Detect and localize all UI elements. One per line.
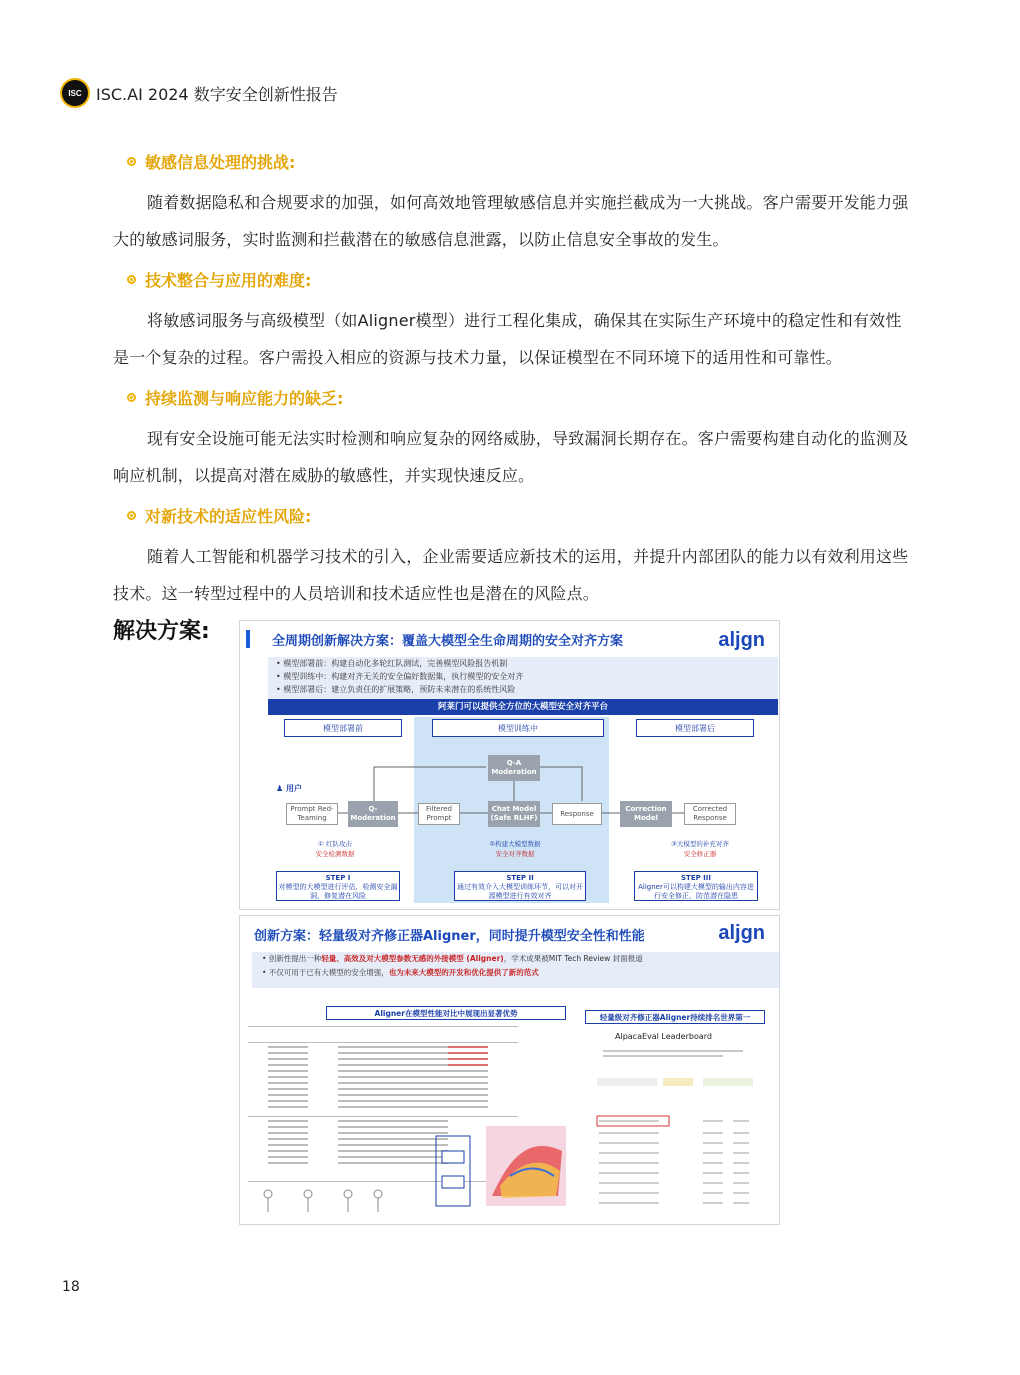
section-title: 对新技术的适应性风险: [127, 502, 909, 528]
bullet-icon [127, 275, 136, 284]
section-body: 随着数据隐私和合规要求的加强，如何高效地管理敏感信息并实施拦截成为一大挑战。客户需要开发能力强大的敏感词服务，实时监测和拦截潜在的敏感信息泄露，以防止信息安全事故的发生。 [113, 193, 909, 249]
challenges-content [113, 148, 909, 620]
note-corrector: ③大模型的补充对齐 [671, 840, 729, 848]
note-corrector-red: 安全修正器 [683, 850, 717, 858]
qa-moderation-node: Q-A Moderation [488, 755, 540, 781]
corrected-response-node: Corrected Response [684, 803, 736, 825]
platform-banner: 阿莱门可以提供全方位的大模型安全对齐平台 [268, 699, 778, 715]
aligner-slide [239, 915, 780, 1225]
section-body: 随着人工智能和机器学习技术的引入，企业需要适应新技术的运用，并提升内部团队的能力以有效利用这些技术。这一转型过程中的人员培训和技术适应性也是潜在的风险点。 [113, 547, 909, 603]
step-3: STEP III Aligner可以构建大模型的输出内容进行安全修正，防范潜在隐患 [634, 871, 758, 901]
tab-training: 模型训练中 [432, 719, 604, 737]
note-training: ②构建大模型数据 [489, 840, 541, 848]
bullet-icon [127, 393, 136, 402]
header-title: ISC.AI 2024 数字安全创新性报告 [96, 84, 338, 104]
note-training-red: 安全对齐数据 [495, 850, 535, 858]
q-moderation-node: Q-Moderation [348, 801, 398, 827]
table-title: Aligner在模型性能对比中展现出显著优势 [326, 1006, 566, 1020]
section-title: 技术整合与应用的难度: [127, 266, 909, 292]
chat-model-node: Chat Model (Safe RLHF) [488, 801, 540, 827]
leaderboard-heading: AlpacaEval Leaderboard [615, 1032, 712, 1041]
slide-bullets: • 创新性提出一种轻量、高效及对大模型参数无感的外接模型 (Aligner)，学术成果被MIT Tech Review 封面报道 • 不仅可用于已有大模型的安全增强，也为未来大模型的开发和优化提供了新的范式 [252, 952, 780, 988]
tab-pre-deploy: 模型部署前 [284, 719, 402, 737]
page-header [62, 80, 338, 106]
isc-logo: ISC [62, 80, 88, 106]
leaderboard-table-graphic [593, 1046, 761, 1216]
aligner-surface-graphic [430, 1116, 570, 1216]
slide-header [240, 916, 779, 952]
response-node: Response [552, 803, 602, 825]
slide-title: 创新方案：轻量级对齐修正器Aligner，同时提升模型安全性和性能 [254, 928, 645, 944]
section-title: 持续监测与响应能力的缺乏: [127, 384, 909, 410]
section-body: 现有安全设施可能无法实时检测和响应复杂的网络威胁，导致漏洞长期存在。客户需要构建自动化的监测及响应机制，以提高对潜在威胁的敏感性，并实现快速反应。 [113, 429, 909, 485]
page-number: 18 [62, 1279, 80, 1295]
filtered-prompt-node: Filtered Prompt [418, 803, 460, 825]
solution-title: 解决方案: [113, 619, 210, 644]
align-logo: aljgn [718, 629, 765, 651]
prompt-node: Prompt Red-Teaming [286, 803, 338, 825]
bullet-icon [127, 157, 136, 166]
note-red-team: ① 红队攻击 [318, 840, 352, 848]
lifecycle-solution-slide [239, 620, 780, 910]
section-body: 将敏感词服务与高级模型（如Aligner模型）进行工程化集成，确保其在实际生产环境中的稳定性和有效性是一个复杂的过程。客户需投入相应的资源与技术力量，以保证模型在不同环境下的适用性和可靠性。 [113, 311, 902, 367]
section-title: 敏感信息处理的挑战: [127, 148, 909, 174]
slide-title: 全周期创新解决方案：覆盖大模型全生命周期的安全对齐方案 [272, 633, 624, 649]
step-1: STEP I 对模型的大模型进行评估，检测安全漏洞，修复潜在风险 [276, 871, 400, 901]
figure-sketch-graphic [256, 1186, 396, 1216]
correction-model-node: Correction Model [620, 801, 672, 827]
slide-bullets: • 模型部署前：构建自动化多轮红队测试，完善模型风险报告机制 • 模型训练中：构建对齐无关的安全偏好数据集，执行模型的安全对齐 • 模型部署后：建立负责任的扩展策略，预防未来潜在的系统性风险 [268, 657, 778, 715]
leaderboard-figure [585, 1006, 765, 1216]
step-2: STEP II 通过有效介入大模型训练环节，可以对开源模型进行有效对齐 [454, 871, 586, 901]
user-label: ♟ 用户 [276, 784, 302, 793]
comparison-table-figure [248, 1006, 566, 1216]
bullet-icon [127, 511, 136, 520]
align-logo: aljgn [718, 922, 765, 944]
leaderboard-title: 轻量级对齐修正器Aligner持续排名世界第一 [585, 1010, 765, 1024]
note-red-team-red: 安全检测数据 [315, 850, 355, 858]
tab-post-deploy: 模型部署后 [636, 719, 754, 737]
